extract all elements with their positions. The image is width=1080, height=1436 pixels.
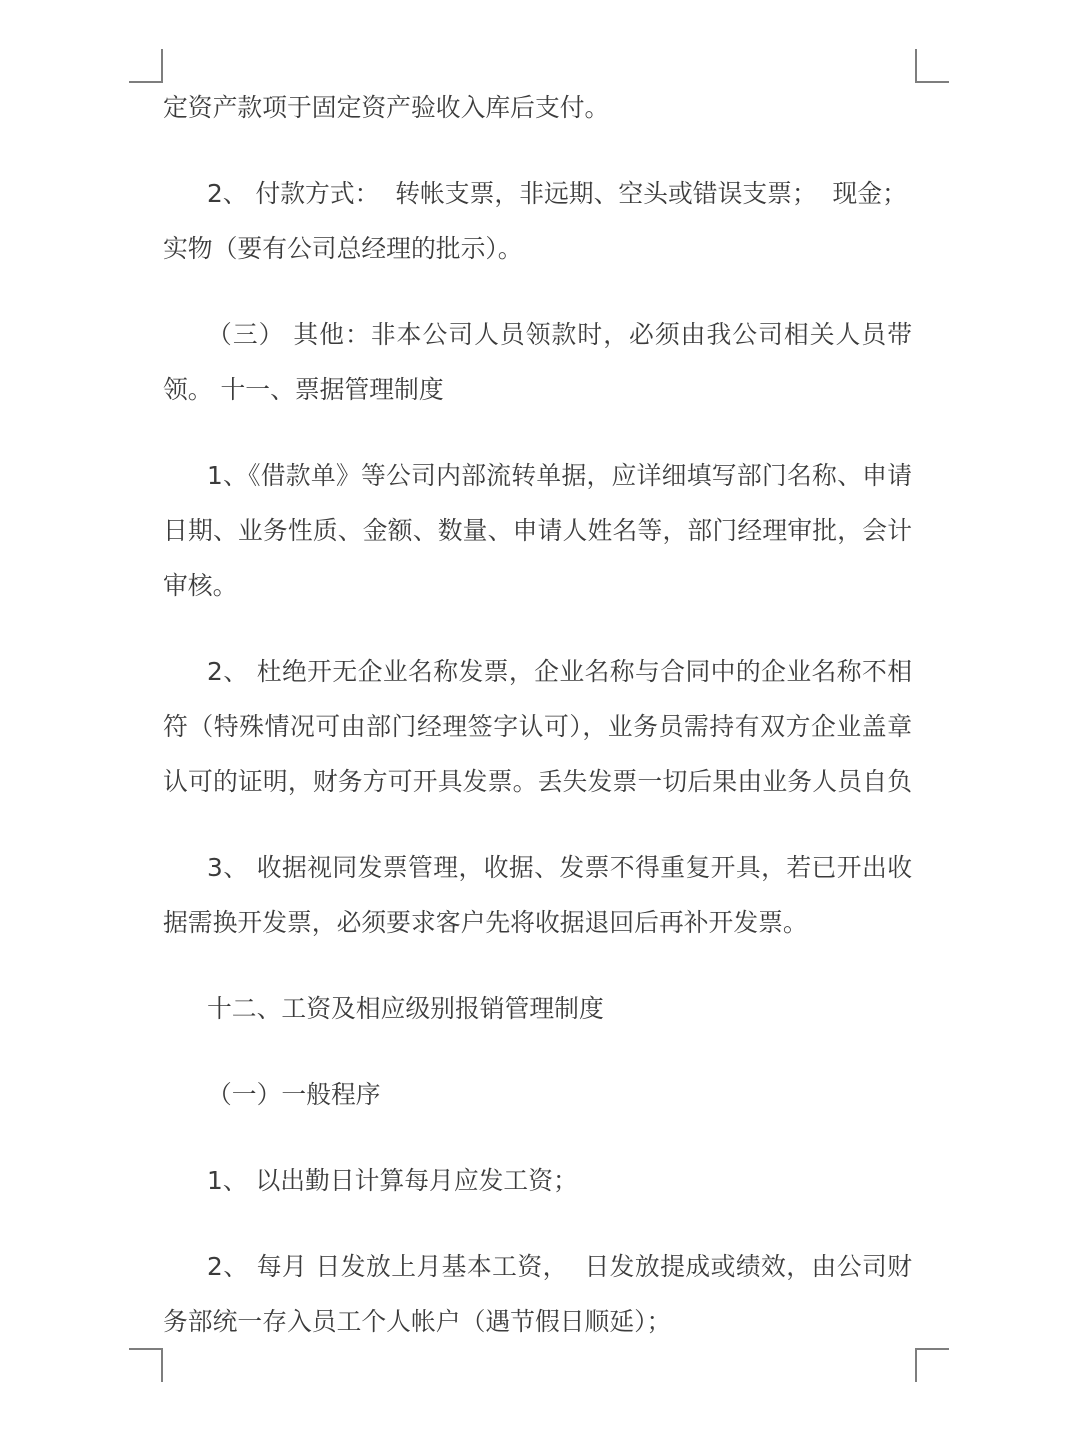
text-line: 3、 收据视同发票管理，收据、发票不得重复开具，若已开出收 (207, 853, 912, 882)
text-line: 实物（要有公司总经理的批示）。 (163, 234, 523, 263)
paragraph (163, 166, 912, 276)
text-line: （三） 其他：非本公司人员领款时，必须由我公司相关人员带 (207, 320, 912, 349)
text-line: 务部统一存入员工个人帐户（遇节假日顺延）； (163, 1307, 672, 1336)
paragraph (163, 307, 912, 417)
paragraph (163, 840, 912, 950)
paragraph (163, 1153, 912, 1208)
paragraph (163, 80, 912, 135)
text-line: 认可的证明，财务方可开具发票。丢失发票一切后果由业务人员自负 (163, 767, 912, 796)
paragraph (163, 1067, 912, 1122)
text-line: 日期、业务性质、金额、数量、申请人姓名等，部门经理审批，会计 (163, 516, 912, 545)
document-body (163, 80, 912, 1380)
paragraph (163, 981, 912, 1036)
crop-mark-top-left-icon (129, 49, 163, 83)
text-line: （一）一般程序 (207, 1080, 381, 1109)
text-line: 据需换开发票，必须要求客户先将收据退回后再补开发票。 (163, 908, 808, 937)
crop-mark-bottom-left-icon (129, 1348, 163, 1382)
text-line: 审核。 (163, 571, 238, 600)
text-line: 符（特殊情况可由部门经理签字认可），业务员需持有双方企业盖章 (163, 712, 912, 741)
text-line: 1、《借款单》等公司内部流转单据，应详细填写部门名称、申请 (207, 461, 912, 490)
paragraph (163, 1239, 912, 1349)
crop-mark-top-right-icon (915, 49, 949, 83)
text-line: 2、 杜绝开无企业名称发票，企业名称与合同中的企业名称不相 (207, 657, 912, 686)
paragraph (163, 448, 912, 613)
text-line: 定资产款项于固定资产验收入库后支付。 (163, 93, 610, 122)
paragraph (163, 644, 912, 809)
text-line: 1、 以出勤日计算每月应发工资； (207, 1166, 578, 1195)
text-line: 2、 付款方式： 转帐支票，非远期、空头或错误支票； 现金； (207, 179, 907, 208)
text-line: 领。 十一、票据管理制度 (163, 375, 444, 404)
crop-mark-bottom-right-icon (915, 1348, 949, 1382)
text-line: 十二、工资及相应级别报销管理制度 (207, 994, 604, 1023)
text-line: 2、 每月 日发放上月基本工资， 日发放提成或绩效，由公司财 (207, 1252, 912, 1281)
